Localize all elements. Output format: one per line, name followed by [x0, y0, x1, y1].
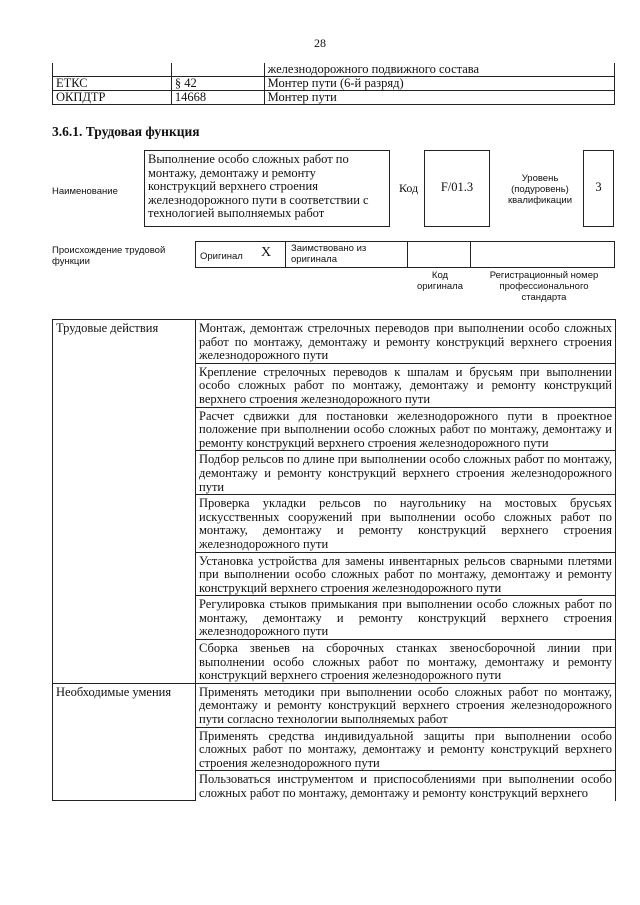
previous-table [52, 63, 615, 105]
origin-label: Происхождение трудовой функции [52, 245, 166, 267]
original-mark: X [261, 245, 272, 260]
level-value-box: 3 [583, 150, 614, 227]
origin-divider [470, 241, 471, 268]
registration-caption: Регистрационный номер профессионального стандарта [489, 270, 599, 303]
original-label: Оригинал [200, 251, 243, 262]
table-cell: Расчет сдвижки для постановки железнодорожного пути в проектное положение при выполнении особо сложных работ по монтажу, демонтажу и ремонту конструкций верхнего строения железнодорожного пути [196, 407, 616, 451]
function-code-box: F/01.3 [424, 150, 490, 227]
table-cell [171, 63, 264, 77]
table-cell: Подбор рельсов по длине при выполнении особо сложных работ по монтажу, демонтажу и ремонту конструкций верхнего строения железнодорожного пути [196, 451, 616, 495]
table-cell: ОКПДТР [53, 91, 172, 105]
table-cell: Регулировка стыков примыкания при выполнении особо сложных работ по монтажу, демонтажу и ремонту конструкций верхнего строения железнодорожного пути [196, 596, 616, 640]
table-cell: Сборка звеньев на сборочных станках звеносборочной линии при выполнении особо сложных работ по монтажу, демонтажу и ремонту конструкций верхнего строения железнодорожного пути [196, 640, 616, 684]
table-cell: Монтер пути [264, 91, 614, 105]
table-cell: Применять методики при выполнении особо сложных работ по монтажу, демонтажу и ремонту конструкций верхнего строения железнодорожного пути согласно технологии выполняемых работ [196, 683, 616, 727]
origin-divider [407, 241, 408, 268]
table-cell [53, 63, 172, 77]
main-table [52, 319, 616, 801]
table-row [53, 683, 616, 727]
section-heading-cell: Трудовые действия [53, 320, 196, 684]
level-label: Уровень (подуровень) квалификации [507, 173, 573, 206]
table-cell: ЕТКС [53, 77, 172, 91]
page-number: 28 [314, 36, 326, 50]
table-cell: железнодорожного подвижного состава [264, 63, 614, 77]
table-cell: Установка устройства для замены инвентарных рельсов сварными плетями при выполнении особо сложных работ по монтажу, демонтажу и ремонту конструкций верхнего строения железнодорожного пути [196, 552, 616, 596]
table-cell: § 42 [171, 77, 264, 91]
table-cell: Проверка укладки рельсов по наугольнику на мостовых брусьях искусственных сооружений при выполнении особо сложных работ по монтажу, демонтажу и ремонту конструкций верхнего строения железнодорожного пути [196, 495, 616, 552]
table-cell: Монтер пути (6-й разряд) [264, 77, 614, 91]
table-row [53, 63, 615, 77]
table-cell: Крепление стрелочных переводов к шпалам и брусьям при выполнении особо сложных работ по монтажу, демонтажу и ремонту конструкций верхнего строения железнодорожного пути [196, 363, 616, 407]
origin-row [195, 241, 615, 268]
function-name-box: Выполнение особо сложных работ по монтажу, демонтажу и ремонту конструкций верхнего строения железнодорожного пути в соответствии с технологией выполняемых работ [144, 150, 390, 227]
table-cell: Применять средства индивидуальной защиты при выполнении особо сложных работ по монтажу, демонтажу и ремонту конструкций верхнего строения железнодорожного пути [196, 727, 616, 771]
name-label: Наименование [52, 186, 118, 197]
code-label: Код [399, 181, 419, 195]
table-row [53, 77, 615, 91]
table-cell: 14668 [171, 91, 264, 105]
table-cell: Монтаж, демонтаж стрелочных переводов при выполнении особо сложных работ по монтажу, демонтажу и ремонту конструкций верхнего строения железнодорожного пути [196, 320, 616, 364]
section-heading-cell: Необходимые умения [53, 683, 196, 800]
table-cell: Пользоваться инструментом и приспособлениями при выполнении особо сложных работ по монтажу, демонтажу и ремонту конструкций верхнего [196, 771, 616, 801]
section-title: 3.6.1. Трудовая функция [52, 124, 200, 139]
original-code-caption: Код оригинала [416, 270, 463, 292]
table-row [53, 91, 615, 105]
origin-divider [285, 241, 286, 268]
borrowed-label: Заимствовано из оригинала [291, 243, 367, 265]
table-row [53, 320, 616, 364]
